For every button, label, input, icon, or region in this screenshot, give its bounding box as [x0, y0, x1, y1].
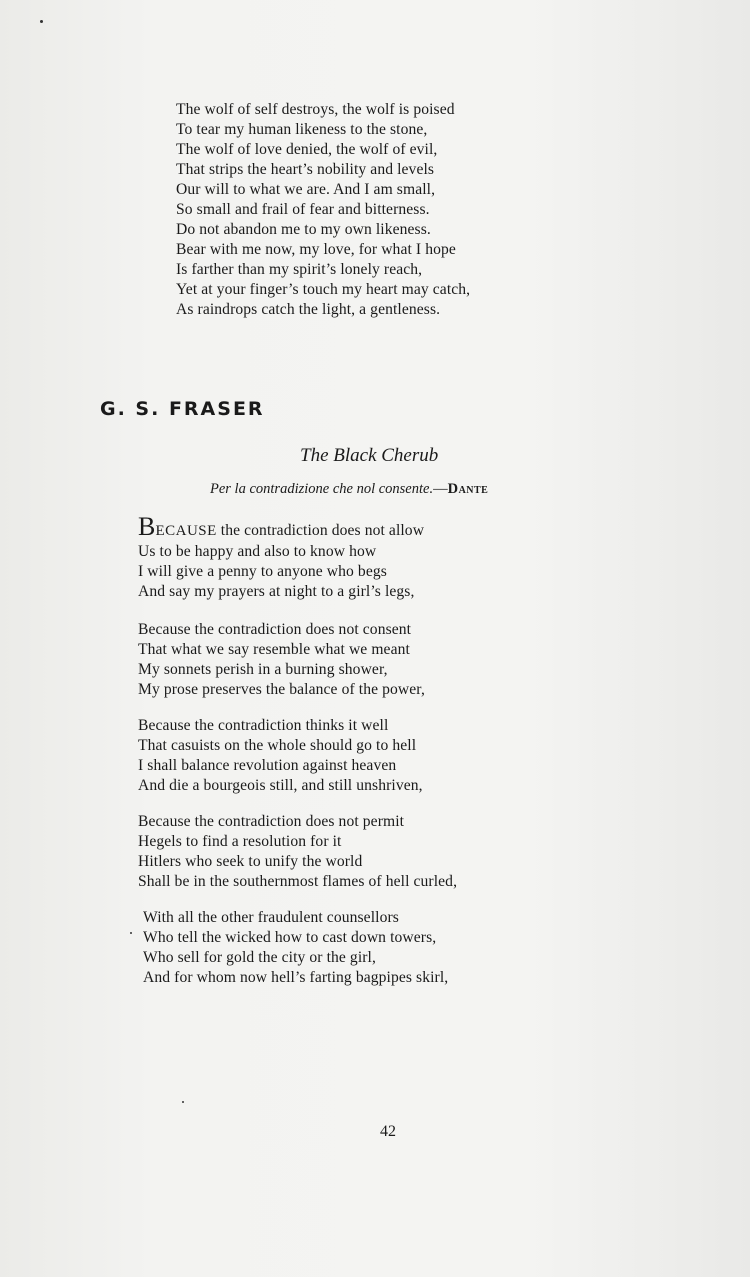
poem-line: Hegels to find a resolution for it	[138, 833, 342, 850]
poem-line: I shall balance revolution against heaven	[138, 757, 397, 774]
poem-line: And say my prayers at night to a girl’s legs,	[138, 583, 415, 600]
poem-line: Bear with me now, my love, for what I hope	[176, 241, 456, 258]
poem-line: Because the contradiction does not permit	[138, 813, 405, 830]
poem-line: As raindrops catch the light, a gentleness.	[176, 301, 441, 318]
poem-line: Is farther than my spirit’s lonely reach,	[176, 261, 423, 278]
poem-first-line	[138, 512, 425, 541]
poem-line: That casuists on the whole should go to hell	[138, 737, 417, 754]
epigraph-dash: —	[433, 481, 448, 497]
poem-title: The Black Cherub	[300, 445, 439, 466]
small-caps-word: ECAUSE	[155, 523, 217, 539]
ink-speck	[182, 1101, 184, 1103]
poem-line: Hitlers who seek to unify the world	[138, 853, 363, 870]
poem-line: To tear my human likeness to the stone,	[176, 121, 428, 138]
poem-line: And die a bourgeois still, and still unshriven,	[138, 777, 423, 794]
poem-line: Do not abandon me to my own likeness.	[176, 221, 431, 238]
poem-line: With all the other fraudulent counsellors	[143, 909, 399, 926]
epigraph-author: Dante	[447, 481, 489, 497]
poem-line: The wolf of love denied, the wolf of evil,	[176, 141, 438, 158]
poem-line: My prose preserves the balance of the power,	[138, 681, 425, 698]
epigraph	[210, 481, 488, 498]
poem-line: Because the contradiction does not consent	[138, 621, 412, 638]
poem-line: Yet at your finger’s touch my heart may catch,	[176, 281, 471, 298]
poem-line: So small and frail of fear and bitterness.	[176, 201, 430, 218]
poem-line: Our will to what we are. And I am small,	[176, 181, 436, 198]
poem-line: Us to be happy and also to know how	[138, 543, 377, 560]
epigraph-quote: Per la contradizione che nol consente.	[210, 481, 434, 497]
ink-speck	[40, 20, 43, 23]
poem-line: Who sell for gold the city or the girl,	[143, 949, 376, 966]
poem-line: The wolf of self destroys, the wolf is poised	[176, 101, 455, 118]
page-number: 42	[380, 1123, 396, 1140]
poem-line: Who tell the wicked how to cast down towers,	[143, 929, 437, 946]
poem-line: Because the contradiction thinks it well	[138, 717, 389, 734]
poem-line: That what we say resemble what we meant	[138, 641, 410, 658]
poem-line: I will give a penny to anyone who begs	[138, 563, 387, 580]
first-line-rest: the contradiction does not allow	[216, 522, 425, 539]
poem-line: And for whom now hell’s farting bagpipes skirl,	[143, 969, 449, 986]
drop-cap: B	[138, 512, 156, 541]
poem-line: My sonnets perish in a burning shower,	[138, 661, 388, 678]
ink-speck	[130, 932, 132, 934]
author-heading: G. S. FRASER	[100, 398, 265, 420]
poem-line: That strips the heart’s nobility and levels	[176, 161, 435, 178]
poem-line: Shall be in the southernmost flames of hell curled,	[138, 873, 458, 890]
